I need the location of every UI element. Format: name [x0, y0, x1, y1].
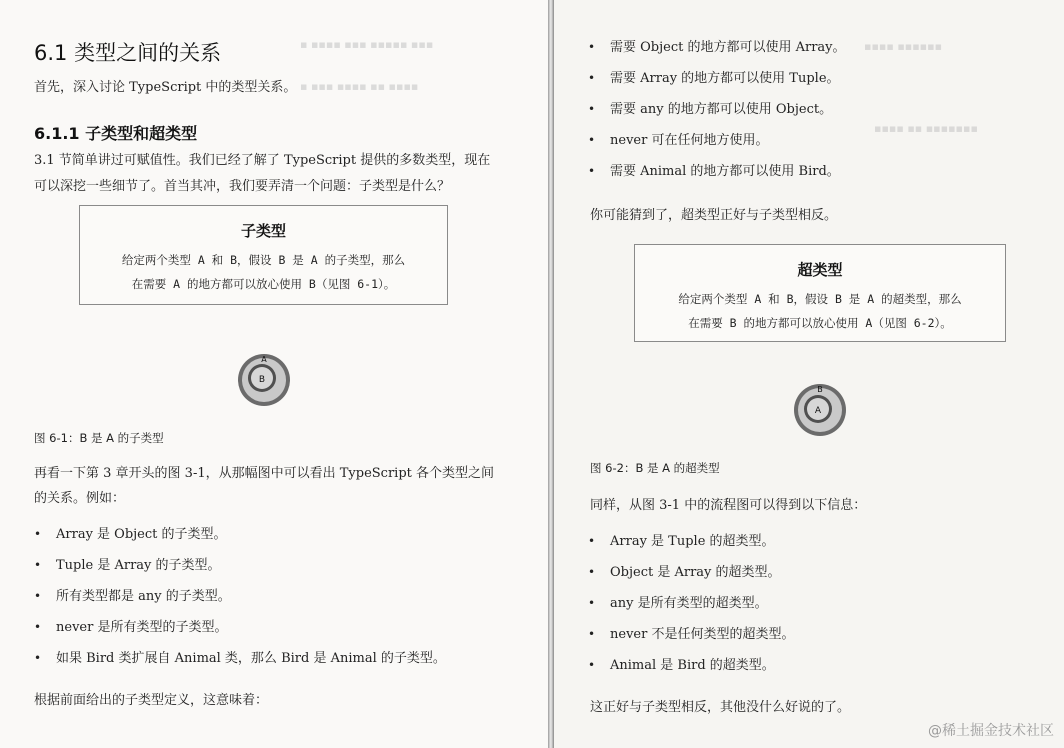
list-item: • 所有类型都是 any 的子类型。 [32, 581, 446, 612]
paragraph-line: 同样，从图 3-1 中的流程图可以得到以下信息： [590, 498, 867, 513]
right-page [554, 0, 1064, 748]
bleed-through-text: ▪ ▪▪▪ ▪▪▪▪ ▪▪ ▪▪▪▪ [300, 80, 419, 93]
bullet-icon: • [34, 651, 42, 665]
list-item: • Animal 是 Bird 的超类型。 [586, 650, 794, 681]
definition-line: 给定两个类型 A 和 B，假设 B 是 A 的超类型，那么 [678, 292, 962, 306]
bullet-icon: • [34, 589, 42, 603]
list-item: • never 不是任何类型的超类型。 [586, 619, 794, 650]
definition-line: 在需要 B 的地方都可以放心使用 A（见图 6-2）。 [688, 316, 952, 330]
bullet-icon: • [588, 658, 596, 672]
bullet-icon: • [588, 40, 596, 54]
intro-text: 首先，深入讨论 TypeScript 中的类型关系。 [34, 80, 297, 95]
section-title: 6.1 类型之间的关系 [34, 41, 222, 65]
definition-title: 子类型 [240, 222, 286, 240]
outer-label: A [261, 355, 267, 364]
bullet-icon: • [588, 71, 596, 85]
bullet-icon: • [588, 102, 596, 116]
list-item: • never 可在任何地方使用。 [586, 125, 846, 156]
bullet-icon: • [588, 133, 596, 147]
bleed-through-text: ▪▪▪▪ ▪▪ ▪▪▪▪▪▪▪ [874, 122, 978, 135]
bullet-icon: • [34, 527, 42, 541]
list-item: • Object 是 Array 的超类型。 [586, 557, 794, 588]
list-item: • 需要 any 的地方都可以使用 Object。 [586, 94, 846, 125]
definition-line: 给定两个类型 A 和 B，假设 B 是 A 的子类型，那么 [121, 253, 406, 267]
subtype-diagram [236, 352, 292, 408]
watermark: @稀土掘金技术社区 [928, 723, 1054, 739]
list-item: • Tuple 是 Array 的子类型。 [32, 550, 446, 581]
definition-box-subtype [79, 205, 448, 305]
paragraph-line: 可以深挖一些细节了。首当其冲，我们要弄清一个问题：子类型是什么？ [34, 179, 451, 194]
definition-title: 超类型 [797, 261, 843, 279]
list-item: • Array 是 Object 的子类型。 [32, 519, 446, 550]
bleed-through-text: ▪ ▪▪▪▪ ▪▪▪ ▪▪▪▪▪ ▪▪▪ [300, 38, 434, 51]
list-item: • 需要 Object 的地方都可以使用 Array。 [586, 32, 846, 63]
list-item: • Array 是 Tuple 的超类型。 [586, 526, 794, 557]
bullet-icon: • [588, 565, 596, 579]
figure-caption: 图 6-1：B 是 A 的子类型 [34, 431, 164, 445]
inner-label: B [258, 375, 266, 385]
bullet-icon: • [588, 627, 596, 641]
supertype-diagram [792, 382, 848, 438]
bullet-icon: • [588, 596, 596, 610]
definition-box-supertype [634, 244, 1006, 342]
paragraph-line: 的关系。例如： [34, 491, 126, 506]
figure-caption: 图 6-2：B 是 A 的超类型 [590, 461, 720, 475]
outer-label: B [817, 385, 823, 394]
subsection-title: 6.1.1 子类型和超类型 [34, 124, 198, 143]
definition-line: 在需要 A 的地方都可以放心使用 B（见图 6-1）。 [131, 277, 396, 291]
bullet-icon: • [588, 164, 596, 178]
list-item: • 需要 Animal 的地方都可以使用 Bird。 [586, 156, 846, 187]
closing-text: 这正好与子类型相反，其他没什么好说的了。 [590, 700, 851, 715]
implications-bullet-list [586, 32, 846, 187]
supertype-bullet-list [586, 526, 794, 681]
bullet-icon: • [34, 620, 42, 634]
bleed-through-text: ▪▪▪▪ ▪▪▪▪▪▪ [864, 40, 943, 53]
list-item: • never 是所有类型的子类型。 [32, 612, 446, 643]
list-item: • 如果 Bird 类扩展自 Animal 类，那么 Bird 是 Animal 的子类型。 [32, 643, 446, 674]
subtype-bullet-list [32, 519, 446, 674]
bullet-icon: • [34, 558, 42, 572]
inner-label: A [814, 406, 822, 416]
paragraph-line: 你可能猜到了，超类型正好与子类型相反。 [590, 208, 838, 223]
closing-text: 根据前面给出的子类型定义，这意味着： [34, 693, 269, 708]
list-item: • 需要 Array 的地方都可以使用 Tuple。 [586, 63, 846, 94]
bullet-icon: • [588, 534, 596, 548]
paragraph-line: 再看一下第 3 章开头的图 3-1，从那幅图中可以看出 TypeScript 各个类型之间 [34, 466, 495, 481]
paragraph-line: 3.1 节简单讲过可赋值性。我们已经了解了 TypeScript 提供的多数类型，现在 [34, 153, 491, 168]
list-item: • any 是所有类型的超类型。 [586, 588, 794, 619]
